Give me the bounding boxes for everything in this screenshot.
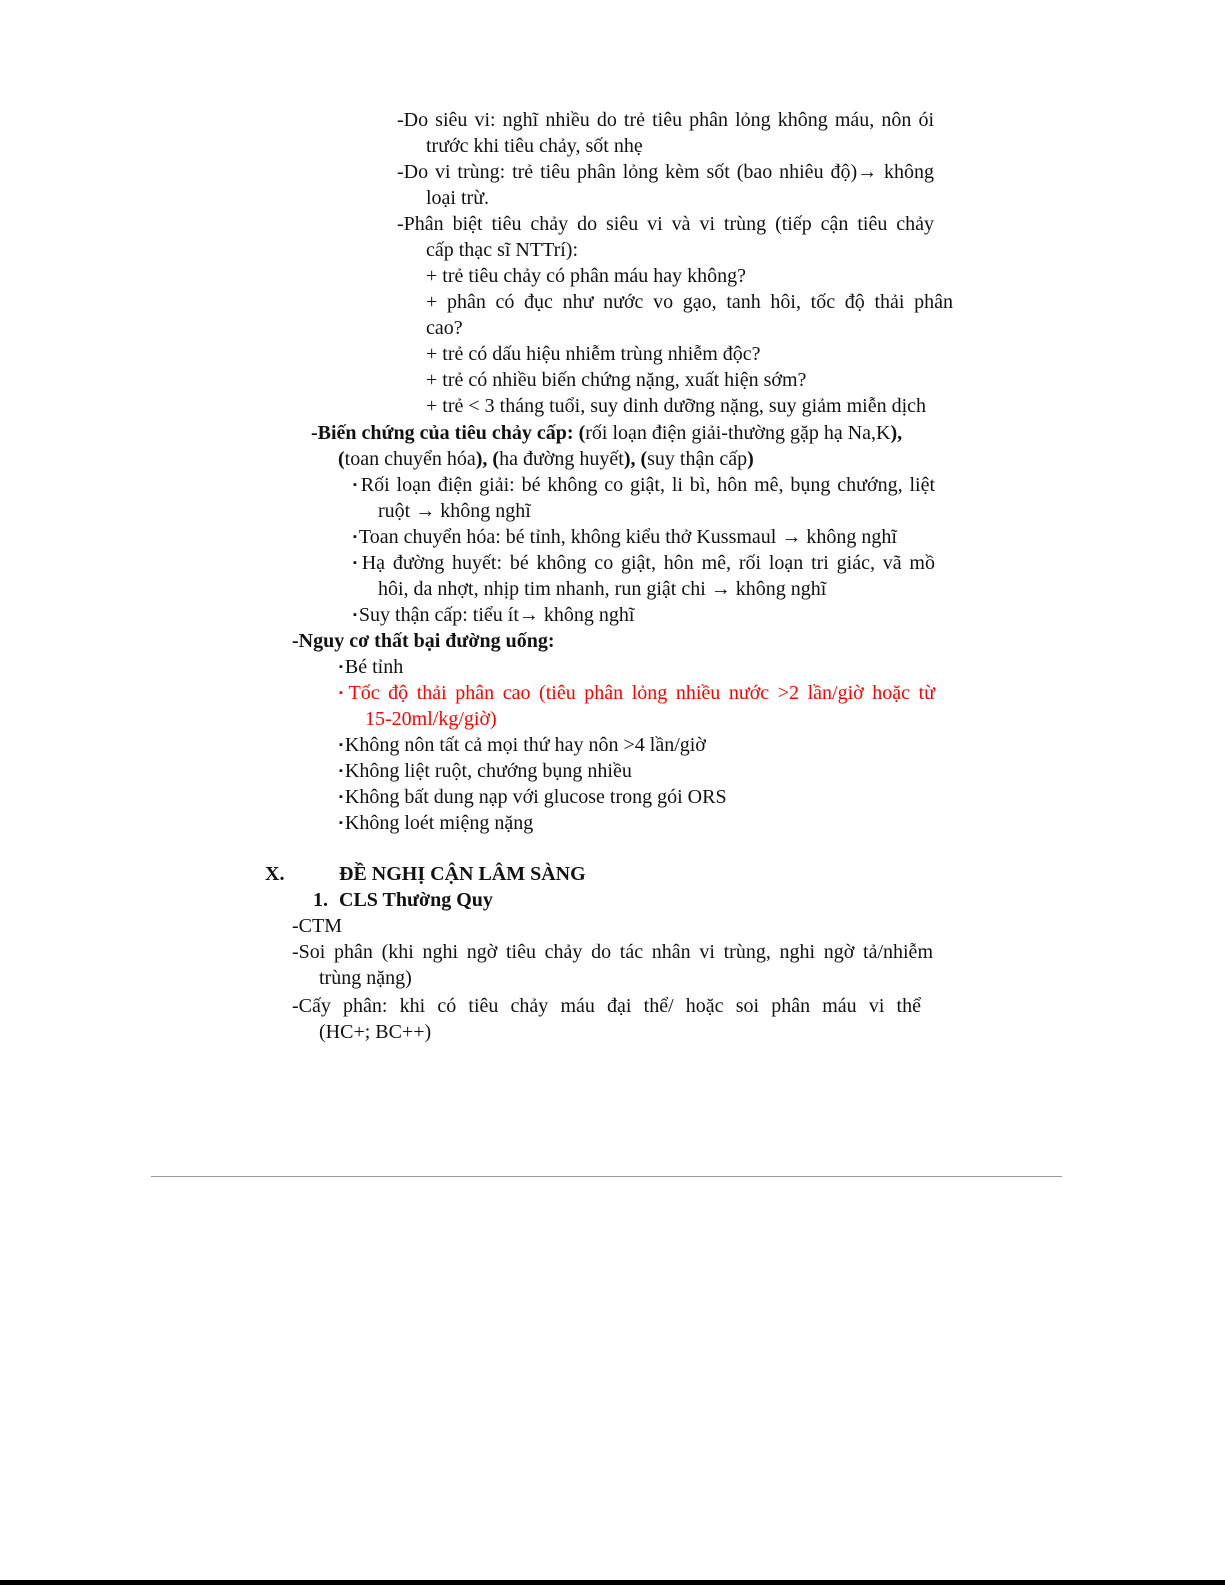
- oral-failure-bullet-2-line-1: [339, 680, 935, 709]
- differentiate-question-1: + trẻ tiêu chảy có phân máu hay không?: [426, 265, 747, 287]
- bullet-text: Tốc độ thải phân cao (tiêu phân lỏng nhiều nước >2 lần/giờ hoặc từ: [348, 682, 936, 704]
- test-stool-microscopy-line-1: -Soi phân (khi nghi ngờ tiêu chảy do tác nhân vi trùng, nghi ngờ tả/nhiễm: [292, 941, 933, 963]
- paren-sep: ), (: [623, 448, 648, 470]
- differentiate-question-3: + trẻ có dấu hiệu nhiễm trùng nhiễm độc?: [426, 343, 761, 365]
- subsection-title: CLS Thường Quy: [339, 889, 493, 911]
- oral-failure-bullet-4: [339, 758, 632, 787]
- bullet-text: Không bất dung nạp với glucose trong gói ORS: [344, 786, 727, 808]
- differentiate-question-2-line-1: + phân có đục như nước vo gạo, tanh hôi, tốc độ thải phân: [426, 291, 953, 313]
- complications-heading-line-1: [311, 420, 902, 446]
- paren: ): [890, 422, 898, 444]
- differentiate-line-2: cấp thạc sĩ NTTrí):: [426, 239, 579, 261]
- comma: ,: [897, 422, 903, 444]
- bullet-text: Bé tỉnh: [344, 656, 404, 678]
- complication-electrolyte: rối loạn điện giải-thường gặp hạ Na,K: [585, 422, 891, 444]
- subsection-number: 1.: [313, 889, 328, 911]
- test-stool-culture-line-1: -Cấy phân: khi có tiêu chảy máu đại thể/ hoặc soi phân máu vi thể: [292, 995, 921, 1017]
- differentiate-question-5: + trẻ < 3 tháng tuổi, suy dinh dưỡng nặng, suy giảm miễn dịch: [426, 395, 927, 417]
- page-divider: [151, 1176, 1062, 1177]
- complications-heading: -Biến chứng của tiêu chảy cấp:: [311, 422, 574, 444]
- complications-heading-line-2: [338, 446, 754, 472]
- paren: (: [338, 448, 345, 470]
- complication-bullet-4: [353, 602, 634, 631]
- square-bullet-icon: ▪: [339, 661, 343, 673]
- test-ctm: -CTM: [292, 915, 342, 937]
- square-bullet-icon: ▪: [353, 479, 359, 491]
- bullet-text: Suy thận cấp: tiểu ít→ không nghĩ: [358, 604, 635, 626]
- section-number: X.: [265, 863, 285, 885]
- square-bullet-icon: ▪: [353, 531, 357, 543]
- square-bullet-icon: ▪: [339, 765, 343, 777]
- bullet-text: Hạ đường huyết: bé không co giật, hôn mê, rối loạn tri giác, vã mồ: [361, 552, 935, 574]
- bottom-edge: [0, 1580, 1225, 1585]
- complication-bullet-1-line-1: [353, 472, 935, 501]
- square-bullet-icon: ▪: [339, 687, 347, 699]
- bullet-text: Không liệt ruột, chướng bụng nhiều: [344, 760, 632, 782]
- complication-bullet-3-line-2: hôi, da nhợt, nhịp tim nhanh, run giật chi → không nghĩ: [378, 578, 827, 600]
- paren-sep: ), (: [475, 448, 500, 470]
- complication-bullet-2: [353, 524, 897, 553]
- square-bullet-icon: ▪: [353, 557, 360, 569]
- oral-failure-bullet-1: [339, 654, 403, 683]
- square-bullet-icon: ▪: [353, 609, 357, 621]
- complication-bullet-1-line-2: ruột → không nghĩ: [378, 500, 531, 522]
- square-bullet-icon: ▪: [339, 791, 343, 803]
- differentiate-line-1: -Phân biệt tiêu chảy do siêu vi và vi trùng (tiếp cận tiêu chảy: [397, 213, 934, 235]
- differentiate-question-4: + trẻ có nhiều biến chứng nặng, xuất hiện sớm?: [426, 369, 807, 391]
- complication-renal: suy thận cấp: [647, 448, 748, 470]
- square-bullet-icon: ▪: [339, 739, 343, 751]
- differentiate-question-2-line-2: cao?: [426, 317, 463, 339]
- paren: ): [747, 448, 754, 470]
- bullet-text: Không nôn tất cả mọi thứ hay nôn >4 lần/giờ: [344, 734, 706, 756]
- oral-failure-bullet-2-line-2: 15-20ml/kg/giờ): [365, 708, 497, 730]
- bullet-text: Không loét miệng nặng: [344, 812, 534, 834]
- complication-acidosis: toan chuyển hóa: [344, 448, 476, 470]
- complication-hypoglycemia: ha đường huyết: [499, 448, 624, 470]
- viral-line-1: -Do siêu vi: nghĩ nhiều do trẻ tiêu phân lỏng không máu, nôn ói: [397, 109, 934, 131]
- oral-failure-bullet-5: [339, 784, 727, 813]
- test-stool-culture-line-2: (HC+; BC++): [319, 1021, 432, 1043]
- test-stool-microscopy-line-2: trùng nặng): [319, 967, 412, 989]
- oral-failure-heading: -Nguy cơ thất bại đường uống:: [292, 630, 555, 652]
- bacterial-line-2: loại trừ.: [426, 187, 490, 209]
- viral-line-2: trước khi tiêu chảy, sốt nhẹ: [426, 135, 643, 157]
- square-bullet-icon: ▪: [339, 817, 343, 829]
- paren: (: [578, 422, 586, 444]
- oral-failure-bullet-6: [339, 810, 533, 839]
- bacterial-line-1: -Do vi trùng: trẻ tiêu phân lỏng kèm sốt (bao nhiêu độ)→ không: [397, 161, 934, 183]
- section-title: ĐỀ NGHỊ CẬN LÂM SÀNG: [339, 863, 586, 885]
- complication-bullet-3-line-1: [353, 550, 935, 579]
- bullet-text: Rối loạn điện giải: bé không co giật, li bì, hôn mê, bụng chướng, liệt: [360, 474, 936, 496]
- bullet-text: Toan chuyển hóa: bé tỉnh, không kiểu thở Kussmaul → không nghĩ: [358, 526, 897, 548]
- oral-failure-bullet-3: [339, 732, 706, 761]
